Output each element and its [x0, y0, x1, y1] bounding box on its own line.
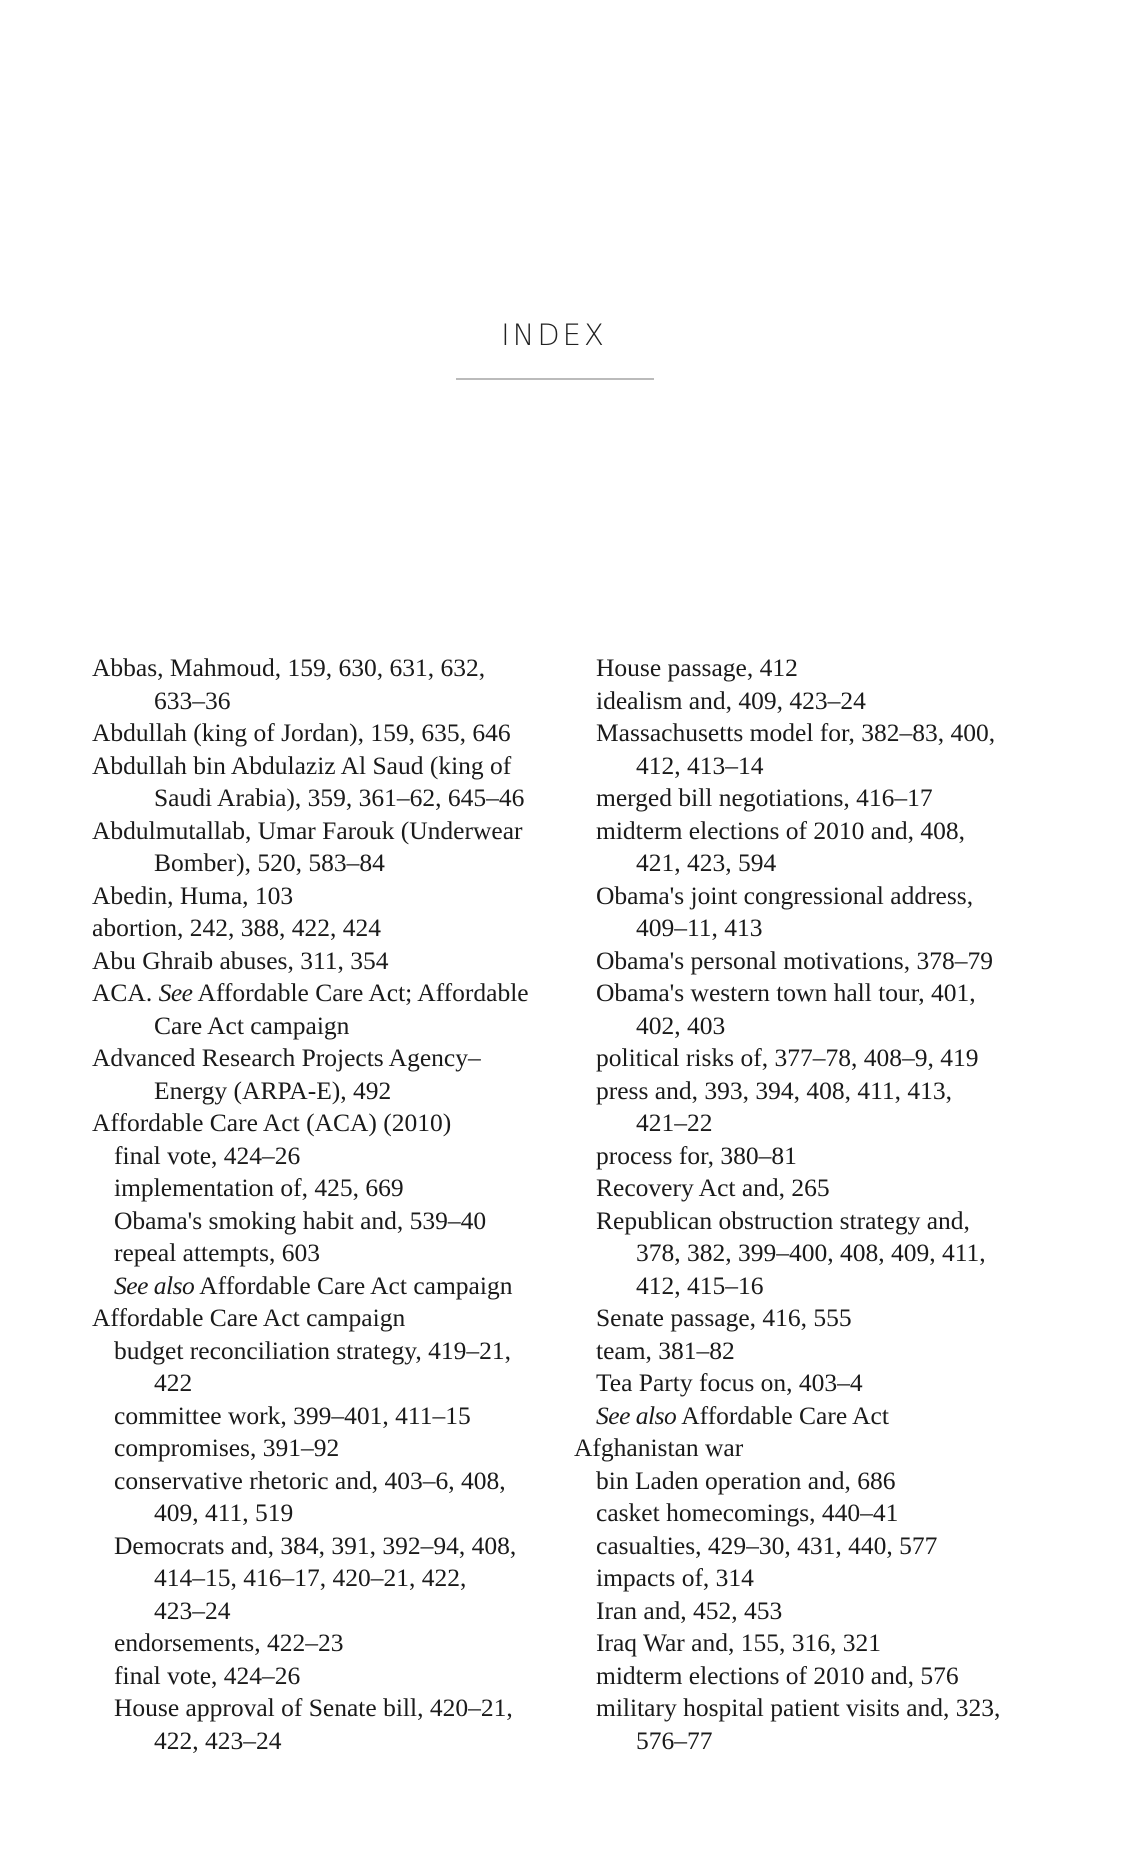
- entry-text: Obama's personal motivations, 378–79: [596, 945, 993, 975]
- entry-text: implementation of, 425, 669: [114, 1173, 404, 1202]
- index-subentry: [114, 1172, 404, 1204]
- index-entry: [92, 880, 293, 912]
- entry-text: Senate passage, 416, 555: [596, 1303, 852, 1332]
- entry-text: conservative rhetoric and, 403–6, 408,: [114, 1465, 506, 1495]
- entry-text: midterm elections of 2010 and, 576: [596, 1660, 959, 1690]
- index-entry-continuation: [154, 685, 231, 717]
- entry-text: Affordable Care Act campaign: [194, 1270, 513, 1300]
- entry-text: Abdulmutallab, Umar Farouk (Underwear: [92, 815, 523, 845]
- index-subentry: [596, 1692, 1000, 1724]
- index-subentry: [596, 1172, 830, 1204]
- index-entry-continuation: [636, 1270, 764, 1302]
- page-title: INDEX: [501, 318, 607, 352]
- index-subentry: [114, 1530, 516, 1562]
- index-subentry: [596, 1140, 797, 1172]
- entry-text: 422: [154, 1368, 193, 1397]
- index-subentry: [596, 1302, 852, 1334]
- entry-text: endorsements, 422–23: [114, 1628, 344, 1657]
- index-subentry: [596, 1627, 881, 1659]
- index-entry: [92, 717, 511, 749]
- index-entry-continuation: [154, 1595, 231, 1627]
- entry-text: impacts of, 314: [596, 1563, 754, 1592]
- index-entry-continuation: [154, 1562, 466, 1594]
- index-subentry: [596, 977, 976, 1009]
- index-entry-continuation: [154, 1075, 391, 1107]
- index-subentry: [596, 782, 933, 814]
- entry-text: 409–11, 413: [636, 913, 763, 942]
- entry-text: budget reconciliation strategy, 419–21,: [114, 1335, 512, 1365]
- entry-text: Abu Ghraib abuses, 311, 354: [92, 945, 389, 975]
- entry-text: bin Laden operation and, 686: [596, 1465, 896, 1495]
- entry-text: final vote, 424–26: [114, 1140, 301, 1170]
- index-subentry: [114, 1432, 339, 1464]
- index-entry: [92, 1107, 451, 1139]
- entry-text: Abbas, Mahmoud, 159, 630, 631, 632,: [92, 653, 486, 682]
- entry-text: Care Act campaign: [154, 1010, 350, 1040]
- entry-text: team, 381–82: [596, 1335, 735, 1365]
- entry-text: abortion, 242, 388, 422, 424: [92, 913, 381, 942]
- index-subentry: [596, 1562, 754, 1594]
- index-subentry: [114, 1465, 506, 1497]
- index-entry-continuation: [154, 1725, 282, 1757]
- index-entry: [92, 1042, 481, 1074]
- entry-text: Massachusetts model for, 382–83, 400,: [596, 718, 996, 747]
- entry-text: Afghanistan war: [574, 1433, 744, 1462]
- entry-text: Iraq War and, 155, 316, 321: [596, 1628, 881, 1657]
- entry-text: merged bill negotiations, 416–17: [596, 783, 933, 812]
- index-entry-continuation: [154, 1010, 349, 1042]
- index-subentry: [596, 1075, 952, 1107]
- entry-text: Abdullah (king of Jordan), 159, 635, 646: [92, 718, 511, 747]
- entry-text: 412, 415–16: [636, 1270, 764, 1300]
- entry-text: Energy (ARPA-E), 492: [154, 1075, 392, 1105]
- entry-text: Affordable Care Act (ACA) (2010): [92, 1108, 452, 1137]
- entry-text: 422, 423–24: [154, 1725, 282, 1755]
- entry-text: Bomber), 520, 583–84: [154, 848, 385, 877]
- index-entry-continuation: [636, 750, 764, 782]
- entry-text: idealism and, 409, 423–24: [596, 685, 866, 715]
- index-entry-continuation: [154, 782, 524, 814]
- entry-text: 378, 382, 399–400, 408, 409, 411,: [636, 1238, 986, 1267]
- index-subentry: [114, 1692, 513, 1724]
- index-subentry: [596, 1465, 896, 1497]
- index-entry-continuation: [636, 1725, 713, 1757]
- entry-text: Abedin, Huma, 103: [92, 880, 294, 910]
- entry-text: House passage, 412: [596, 653, 798, 682]
- index-entry: [92, 1302, 405, 1334]
- index-subentry: [596, 1335, 735, 1367]
- entry-text: midterm elections of 2010 and, 408,: [596, 815, 965, 845]
- entry-text: Obama's joint congressional address,: [596, 880, 974, 910]
- entry-text: 421, 423, 594: [636, 848, 777, 877]
- title-underline: [456, 378, 654, 380]
- index-subentry: [114, 1270, 512, 1302]
- entry-text: committee work, 399–401, 411–15: [114, 1400, 471, 1430]
- index-subentry: [596, 945, 993, 977]
- index-subentry: [596, 1497, 898, 1529]
- index-entry: [92, 750, 511, 782]
- index-subentry: [596, 1042, 978, 1074]
- entry-text: repeal attempts, 603: [114, 1238, 321, 1267]
- entry-text: compromises, 391–92: [114, 1433, 340, 1462]
- index-entry-continuation: [154, 1497, 293, 1529]
- index-subentry: [596, 1595, 782, 1627]
- index-subentry: [114, 1627, 343, 1659]
- entry-text: ACA.: [92, 978, 159, 1007]
- entry-text: casualties, 429–30, 431, 440, 577: [596, 1530, 938, 1560]
- index-entry-continuation: [636, 1107, 713, 1139]
- entry-text: Affordable Care Act: [676, 1400, 889, 1430]
- entry-text: 633–36: [154, 685, 231, 715]
- index-subentry: [114, 1660, 300, 1692]
- entry-text: Affordable Care Act campaign: [92, 1303, 406, 1332]
- index-entry-continuation: [154, 847, 385, 879]
- index-subentry: [596, 652, 798, 684]
- entry-text: 421–22: [636, 1108, 713, 1137]
- index-entry: [92, 977, 529, 1009]
- index-entry: [92, 652, 485, 684]
- index-subentry: [596, 880, 973, 912]
- index-entry-continuation: [154, 1367, 192, 1399]
- index-subentry: [114, 1335, 511, 1367]
- entry-text: 576–77: [636, 1725, 713, 1755]
- entry-text: 414–15, 416–17, 420–21, 422,: [154, 1563, 467, 1592]
- entry-text: 423–24: [154, 1595, 231, 1625]
- index-subentry: [596, 717, 995, 749]
- entry-text: casket homecomings, 440–41: [596, 1498, 899, 1527]
- entry-text: Advanced Research Projects Agency–: [92, 1043, 481, 1072]
- entry-text: final vote, 424–26: [114, 1660, 301, 1690]
- entry-text: Democrats and, 384, 391, 392–94, 408,: [114, 1530, 517, 1560]
- entry-text: Obama's western town hall tour, 401,: [596, 978, 976, 1007]
- entry-text: Iran and, 452, 453: [596, 1595, 783, 1625]
- index-subentry: [596, 1530, 937, 1562]
- cross-reference-label: See also: [596, 1400, 677, 1430]
- index-subentry: [114, 1140, 300, 1172]
- index-entry: [92, 945, 389, 977]
- index-subentry: [114, 1400, 471, 1432]
- entry-text: Saudi Arabia), 359, 361–62, 645–46: [154, 783, 525, 812]
- entry-text: 402, 403: [636, 1010, 726, 1040]
- entry-text: press and, 393, 394, 408, 411, 413,: [596, 1075, 953, 1105]
- index-entry-continuation: [636, 847, 776, 879]
- entry-text: process for, 380–81: [596, 1140, 797, 1170]
- index-entry-continuation: [636, 1010, 725, 1042]
- entry-text: 409, 411, 519: [154, 1498, 294, 1527]
- cross-reference-label: See: [158, 978, 193, 1007]
- index-subentry: [596, 1205, 970, 1237]
- index-entry: [92, 815, 523, 847]
- index-subentry: [114, 1205, 486, 1237]
- index-subentry: [596, 1367, 863, 1399]
- index-subentry: [596, 685, 866, 717]
- index-entry: [574, 1432, 743, 1464]
- entry-text: political risks of, 377–78, 408–9, 419: [596, 1043, 979, 1072]
- entry-text: Obama's smoking habit and, 539–40: [114, 1205, 487, 1235]
- entry-text: Tea Party focus on, 403–4: [596, 1368, 863, 1397]
- entry-text: Affordable Care Act; Affordable: [192, 978, 529, 1007]
- index-subentry: [596, 1660, 959, 1692]
- index-subentry: [596, 815, 965, 847]
- index-entry-continuation: [636, 1237, 986, 1269]
- cross-reference-label: See also: [114, 1270, 195, 1300]
- index-subentry: [114, 1237, 320, 1269]
- index-entry: [92, 912, 381, 944]
- entry-text: 412, 413–14: [636, 750, 764, 780]
- entry-text: military hospital patient visits and, 323,: [596, 1693, 1001, 1722]
- entry-text: Republican obstruction strategy and,: [596, 1205, 970, 1235]
- entry-text: Abdullah bin Abdulaziz Al Saud (king of: [92, 750, 512, 780]
- entry-text: Recovery Act and, 265: [596, 1173, 830, 1202]
- entry-text: House approval of Senate bill, 420–21,: [114, 1693, 513, 1722]
- index-subentry: [596, 1400, 889, 1432]
- index-entry-continuation: [636, 912, 763, 944]
